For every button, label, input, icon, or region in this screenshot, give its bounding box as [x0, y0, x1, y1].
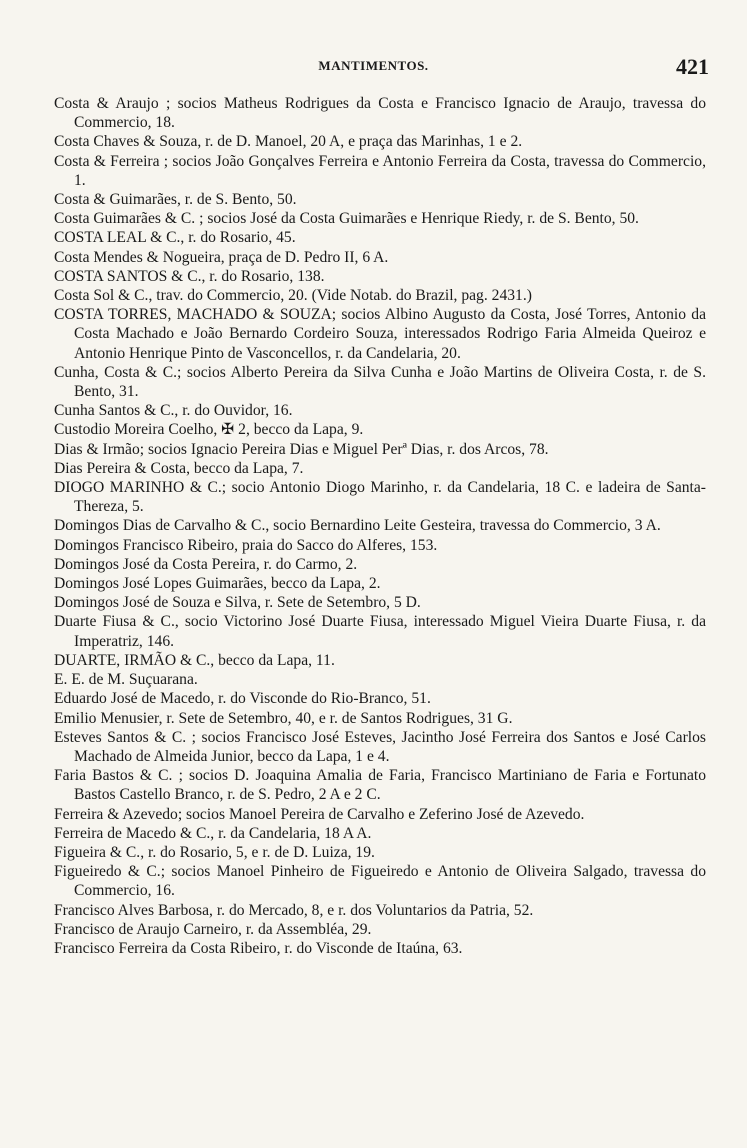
list-item: Duarte Fiusa & C., socio Victorino José Duarte Fiusa, interessado Miguel Vieira Duarte Fiusa, r. da Imperatriz, 146. [54, 613, 706, 650]
list-item: Costa & Guimarães, r. de S. Bento, 50. [54, 191, 297, 209]
list-item: Costa Guimarães & C. ; socios José da Costa Guimarães e Henrique Riedy, r. de S. Bento, 50. [54, 210, 639, 228]
list-item: Francisco de Araujo Carneiro, r. da Assembléa, 29. [54, 920, 372, 938]
list-item: Costa & Ferreira ; socios João Gonçalves Ferreira e Antonio Ferreira da Costa, travessa do Commercio, 1. [54, 152, 706, 189]
list-item: Domingos Dias de Carvalho & C., socio Bernardino Leite Gesteira, travessa do Commercio, 3 A. [54, 517, 661, 535]
list-item: Dias & Irmão; socios Ignacio Pereira Dias e Miguel Perª Dias, r. dos Arcos, 78. [54, 440, 549, 458]
list-item: Cunha, Costa & C.; socios Alberto Pereira da Silva Cunha e João Martins de Oliveira Costa, r. de S. Bento, 31. [54, 363, 706, 401]
list-item: COSTA LEAL & C., r. do Rosario, 45. [54, 229, 296, 247]
list-item: Ferreira de Macedo & C., r. da Candelaria, 18 A A. [54, 824, 372, 842]
list-item: Costa & Araujo ; socios Matheus Rodrigues da Costa e Francisco Ignacio de Araujo, travessa do Commercio, 18. [54, 95, 706, 132]
list-item: COSTA TORRES, MACHADO & SOUZA; socios Albino Augusto da Costa, José Torres, Antonio da Costa Machado e João Bernardo Cordeiro Souza, interessados Rodrigo Faria Almeida Queiroz e Antonio Henrique Pinto de Vasconcellos, r. da Candelaria, 20. [54, 306, 706, 362]
list-item: COSTA SANTOS & C., r. do Rosario, 138. [54, 267, 325, 285]
page-number: 421 [676, 54, 709, 79]
list-item: E. E. de M. Suçuarana. [54, 671, 198, 689]
list-item: Faria Bastos & C. ; socios D. Joaquina Amalia de Faria, Francisco Martiniano de Faria e Fortunato Bastos Castello Branco, r. de S. Pedro, 2 A e 2 C. [54, 767, 706, 804]
list-item: Costa Sol & C., trav. do Commercio, 20. (Vide Notab. do Brazil, pag. 2431.) [54, 287, 532, 305]
list-item: Figueira & C., r. do Rosario, 5, e r. de D. Luiza, 19. [54, 843, 375, 861]
list-item: Figueiredo & C.; socios Manoel Pinheiro de Figueiredo e Antonio de Oliveira Salgado, travessa do Commercio, 16. [54, 863, 706, 900]
list-item: Emilio Menusier, r. Sete de Setembro, 40, e r. de Santos Rodrigues, 31 G. [54, 709, 513, 727]
list-item: Costa Chaves & Souza, r. de D. Manoel, 20 A, e praça das Marinhas, 1 e 2. [54, 133, 523, 151]
list-item: Francisco Ferreira da Costa Ribeiro, r. do Visconde de Itaúna, 63. [54, 939, 463, 957]
list-item: Domingos Francisco Ribeiro, praia do Sacco do Alferes, 153. [54, 536, 438, 554]
list-item: Ferreira & Azevedo; socios Manoel Pereira de Carvalho e Zeferino José de Azevedo. [54, 805, 585, 823]
list-item: Domingos José de Souza e Silva, r. Sete de Setembro, 5 D. [54, 594, 421, 612]
list-item: Domingos José Lopes Guimarães, becco da Lapa, 2. [54, 575, 381, 593]
list-item: Costa Mendes & Nogueira, praça de D. Pedro II, 6 A. [54, 248, 389, 266]
list-item: Esteves Santos & C. ; socios Francisco José Esteves, Jacintho José Ferreira dos Santos e José Carlos Machado de Almeida Junior, becco da Lapa, 1 e 4. [54, 728, 706, 765]
list-item: Francisco Alves Barbosa, r. do Mercado, 8, e r. dos Voluntarios da Patria, 52. [54, 901, 534, 919]
list-item: Domingos José da Costa Pereira, r. do Carmo, 2. [54, 555, 358, 573]
list-item: Eduardo José de Macedo, r. do Visconde do Rio-Branco, 51. [54, 690, 431, 708]
entry-list [54, 94, 706, 958]
list-item: DUARTE, IRMÃO & C., becco da Lapa, 11. [54, 651, 335, 669]
list-item: Cunha Santos & C., r. do Ouvidor, 16. [54, 402, 293, 420]
list-item: Custodio Moreira Coelho, ✠ 2, becco da Lapa, 9. [54, 421, 364, 439]
list-item: Dias Pereira & Costa, becco da Lapa, 7. [54, 459, 304, 477]
page-title: MANTIMENTOS. [318, 58, 429, 73]
list-item: DIOGO MARINHO & C.; socio Antonio Diogo Marinho, r. da Candelaria, 18 C. e ladeira de Santa-Thereza, 5. [54, 479, 706, 516]
